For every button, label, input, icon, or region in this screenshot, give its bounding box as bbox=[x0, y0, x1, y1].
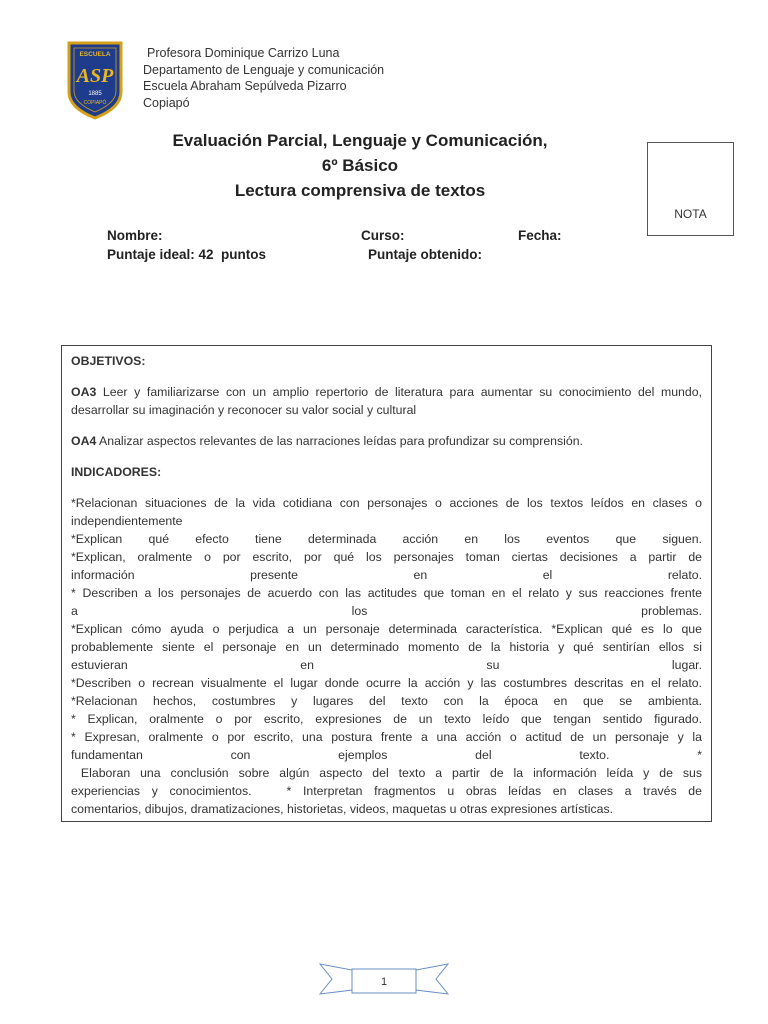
page-number-ribbon bbox=[318, 962, 450, 996]
objectives-heading: OBJETIVOS: bbox=[71, 354, 146, 368]
logo-monogram: ASP bbox=[76, 65, 114, 87]
objectives-box bbox=[61, 345, 712, 822]
logo-top-text: ESCUELA bbox=[79, 51, 111, 58]
ideal-score-label: Puntaje ideal: 42 puntos bbox=[107, 247, 267, 262]
exam-title bbox=[100, 128, 620, 203]
city-name: Copiapó bbox=[143, 95, 190, 110]
indicator-line: * Explican, oralmente o por escrito, expresiones de un texto leído que tengan sentido figurado. bbox=[71, 712, 702, 726]
indicator-line: * Describen a los personajes de acuerdo con las actitudes que toman en el relato y sus reacciones frente bbox=[71, 586, 702, 600]
teacher-name: Profesora Dominique Carrizo Luna bbox=[147, 46, 340, 60]
indicator-line: *Relacionan hechos, costumbres y lugares del texto con la época en que se ambienta. bbox=[71, 694, 702, 708]
page-number: 1 bbox=[380, 976, 388, 988]
oa3-code: OA3 bbox=[71, 385, 97, 399]
indicators-heading: INDICADORES: bbox=[71, 465, 162, 479]
indicator-line: *Explican qué efecto tiene determinada acción en los eventos que siguen. bbox=[71, 532, 702, 546]
grade-label: NOTA bbox=[674, 207, 707, 221]
indicator-line: *Relacionan situaciones de la vida cotidiana con personajes o acciones de los textos leídos en clases o bbox=[71, 496, 702, 510]
oa4-text: Analizar aspectos relevantes de las narraciones leídas para profundizar su comprensión. bbox=[96, 434, 583, 448]
indicator-line: Elaboran una conclusión sobre algún aspecto del texto a partir de la información leída y de sus bbox=[71, 766, 702, 780]
title-line-3: Lectura comprensiva de textos bbox=[234, 181, 486, 200]
logo-bottom-text: COPIAPÓ bbox=[83, 100, 107, 106]
indicator-line: fundamentan con ejemplos del texto. * bbox=[71, 748, 702, 762]
indicator-line: *Explican, oralmente o por escrito, por qué los personajes toman ciertas decisiones a partir de bbox=[71, 550, 702, 564]
date-field-label: Fecha: bbox=[518, 228, 562, 243]
objective-oa3 bbox=[71, 383, 702, 419]
objective-oa4 bbox=[71, 432, 702, 450]
indicator-line: * Expresan, oralmente o por escrito, una postura frente a una acción o actitud de un personaje y la bbox=[71, 730, 702, 744]
course-field-label: Curso: bbox=[361, 228, 405, 243]
indicator-line: experiencias y conocimientos. * Interpretan fragmentos u obras leídas en clases a través de bbox=[71, 784, 702, 798]
indicator-line: independientemente bbox=[71, 514, 183, 528]
department-name: Departamento de Lenguaje y comunicación bbox=[143, 62, 385, 77]
indicator-line: a los problemas. bbox=[71, 604, 702, 618]
logo-year: 1885 bbox=[88, 91, 102, 97]
school-name: Escuela Abraham Sepúlveda Pizarro bbox=[143, 79, 347, 93]
school-logo-shield bbox=[66, 40, 124, 120]
indicator-line: estuvieran en su lugar. bbox=[71, 658, 702, 672]
header-info bbox=[143, 45, 384, 111]
indicator-line: *Describen o recrean visualmente el lugar donde ocurre la acción y las costumbres descritas en el relato. bbox=[71, 676, 702, 690]
indicator-line: información presente en el relato. bbox=[71, 568, 702, 582]
name-field-label: Nombre: bbox=[107, 228, 163, 243]
oa3-text: Leer y familiarizarse con un amplio repertorio de literatura para aumentar su conocimiento del mundo, desarrollar su imaginación y reconocer su valor social y cultural bbox=[71, 385, 702, 417]
obtained-score-label: Puntaje obtenido: bbox=[368, 247, 482, 262]
indicator-line: *Explican cómo ayuda o perjudica a un personaje determinada característica. *Explican qué es lo que bbox=[71, 622, 702, 636]
indicator-line: probablemente siente el personaje en un determinado momento de la historia y qué sentirían ellos si bbox=[71, 640, 702, 654]
title-line-1: Evaluación Parcial, Lenguaje y Comunicación, bbox=[172, 131, 548, 150]
title-line-2: 6º Básico bbox=[321, 156, 399, 175]
grade-box bbox=[647, 142, 734, 236]
indicator-line: comentarios, dibujos, dramatizaciones, historietas, videos, maquetas u otras expresiones artísticas. bbox=[71, 802, 614, 816]
indicators-list bbox=[71, 494, 702, 818]
oa4-code: OA4 bbox=[71, 434, 97, 448]
